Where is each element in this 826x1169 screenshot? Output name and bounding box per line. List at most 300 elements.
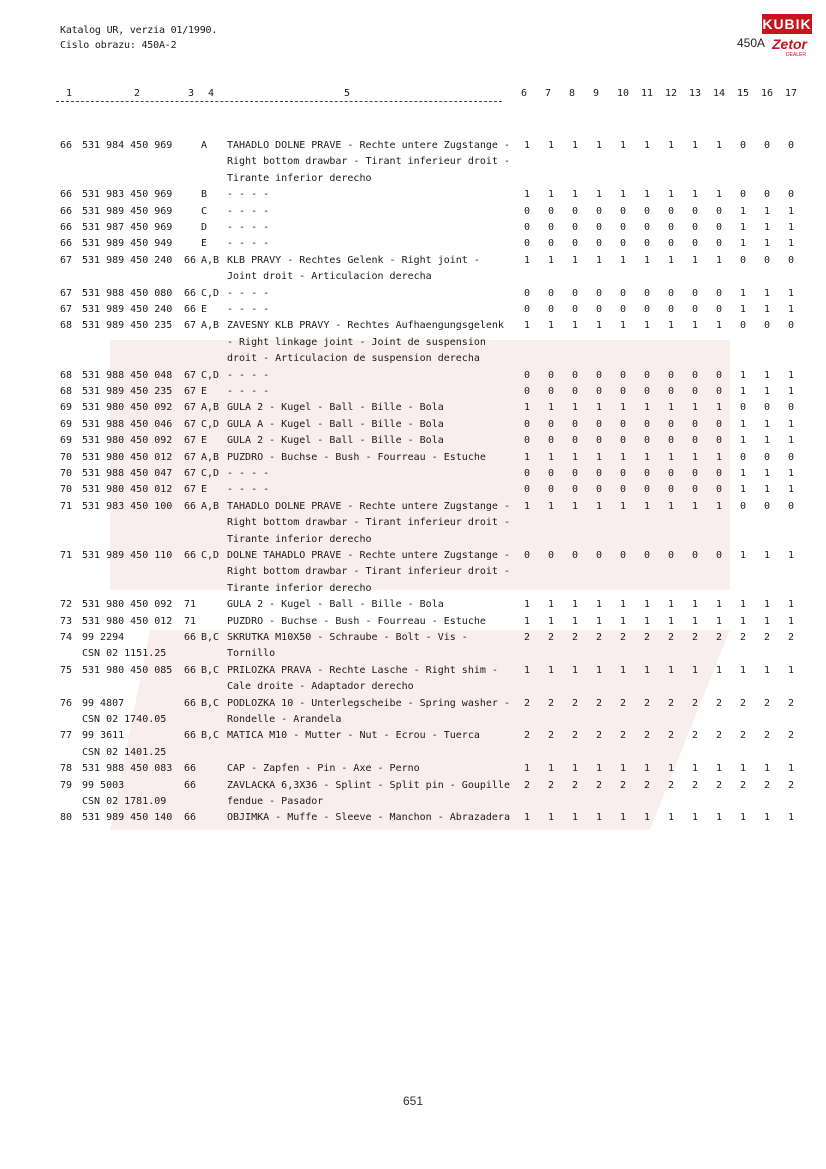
column-label: 5 [344, 88, 351, 99]
quantity-cells [512, 302, 804, 318]
quantity-cell: 2 [547, 779, 555, 791]
quantity-cell: 0 [763, 402, 771, 414]
logo-kubik: KUBIK [762, 16, 812, 32]
quantity-cells [512, 499, 804, 515]
quantity-cells [512, 236, 804, 252]
part-description: CAP - Zapfen - Pin - Axe - Perno [227, 763, 420, 775]
part-number: 99 4807 [82, 697, 125, 709]
part-description: MATICA M10 - Mutter - Nut - Ecrou - Tuerca [227, 730, 480, 742]
position-number: 73 [60, 615, 73, 627]
quantity-cell: 0 [643, 386, 651, 397]
quantity-cells [512, 466, 804, 482]
quantity-cell: 0 [523, 468, 531, 479]
reference-position: 66 [184, 287, 197, 299]
quantity-cell: 0 [739, 500, 747, 512]
variant: C,D [201, 550, 220, 561]
quantity-cell: 0 [595, 550, 603, 561]
quantity-cell: 1 [667, 140, 675, 151]
quantity-cell: 0 [739, 402, 747, 414]
quantity-cell: 2 [523, 779, 531, 791]
quantity-cell: 1 [619, 500, 627, 512]
quantity-cell: 0 [691, 468, 699, 479]
reference-position: 66 [184, 664, 197, 676]
quantity-cell: 1 [667, 812, 675, 824]
quantity-cell: 2 [763, 697, 771, 709]
position-number: 66 [60, 205, 73, 217]
quantity-cell: 0 [667, 222, 675, 233]
quantity-cell: 0 [787, 402, 795, 414]
quantity-cells [512, 368, 804, 384]
variant: B [201, 189, 208, 201]
quantity-cell: 1 [619, 189, 627, 201]
quantity-cell: 0 [547, 222, 555, 233]
quantity-cell: 1 [571, 140, 579, 151]
part-description: ZAVLACKA 6,3X36 - Splint - Split pin - Goupille fendue - Pasador [227, 779, 510, 807]
quantity-cell: 0 [547, 550, 555, 561]
column-label: 11 [641, 88, 654, 99]
quantity-cell: 1 [715, 763, 723, 775]
quantity-cell: 1 [619, 320, 627, 332]
quantity-cell: 1 [763, 238, 771, 250]
quantity-cell: 0 [595, 222, 603, 233]
quantity-cell: 1 [595, 320, 603, 332]
quantity-cell: 0 [523, 205, 531, 217]
quantity-cell: 2 [571, 730, 579, 742]
position-number: 78 [60, 763, 73, 775]
reference-position: 66 [184, 500, 197, 512]
quantity-cell: 0 [691, 222, 699, 233]
quantity-cell: 2 [787, 730, 795, 742]
quantity-cell: 0 [571, 287, 579, 299]
quantity-cells [512, 630, 804, 646]
reference-position: 66 [184, 730, 197, 742]
quantity-cell: 2 [715, 779, 723, 791]
part-description: GULA 2 - Kugel - Ball - Bille - Bola [227, 599, 444, 611]
variant: B,C [201, 697, 220, 709]
quantity-cell: 1 [571, 763, 579, 775]
position-number: 66 [60, 140, 73, 151]
quantity-cell: 1 [715, 615, 723, 627]
quantity-cell: 2 [643, 697, 651, 709]
quantity-cell: 0 [595, 386, 603, 397]
quantity-cell: 0 [763, 254, 771, 266]
quantity-cell: 1 [763, 386, 771, 397]
quantity-cell: 1 [787, 369, 795, 381]
quantity-cell: 1 [547, 615, 555, 627]
reference-position: 67 [184, 451, 197, 463]
reference-position: 66 [184, 550, 197, 561]
quantity-cell: 1 [571, 189, 579, 201]
quantity-cell: 1 [619, 140, 627, 151]
quantity-cell: 2 [715, 697, 723, 709]
column-label: 13 [689, 88, 702, 99]
quantity-cell: 1 [595, 451, 603, 463]
column-label: 14 [713, 88, 726, 99]
quantity-cell: 0 [643, 222, 651, 233]
quantity-cell: 2 [619, 730, 627, 742]
quantity-cell: 0 [619, 222, 627, 233]
quantity-cell: 1 [691, 599, 699, 611]
quantity-cell: 0 [643, 468, 651, 479]
quantity-cell: 1 [643, 254, 651, 266]
quantity-cell: 1 [739, 304, 747, 315]
column-label: 4 [208, 88, 215, 99]
quantity-cell: 2 [763, 730, 771, 742]
quantity-cell: 1 [619, 812, 627, 824]
quantity-cell: 1 [691, 763, 699, 775]
quantity-cell: 0 [667, 304, 675, 315]
quantity-cell: 0 [571, 468, 579, 479]
column-label: 2 [134, 88, 141, 99]
quantity-cell: 1 [739, 238, 747, 250]
reference-position: 67 [184, 320, 197, 332]
quantity-cell: 1 [619, 664, 627, 676]
position-number: 66 [60, 238, 73, 250]
quantity-cell: 1 [523, 402, 531, 414]
part-description: - - - - [227, 287, 270, 299]
quantity-cell: 1 [739, 287, 747, 299]
quantity-cell: 0 [619, 304, 627, 315]
standard-number: CSN 02 1401.25 [82, 746, 167, 758]
part-number: 531 988 450 083 [82, 763, 173, 775]
position-number: 67 [60, 254, 73, 266]
part-number: 531 980 450 012 [82, 451, 173, 463]
quantity-cell: 0 [619, 386, 627, 397]
reference-position: 67 [184, 418, 197, 430]
part-description: - - - - [227, 484, 270, 496]
quantity-cell: 1 [739, 615, 747, 627]
variant: C,D [201, 369, 220, 381]
quantity-cell: 0 [739, 189, 747, 201]
quantity-cell: 1 [547, 763, 555, 775]
part-number: 531 980 450 092 [82, 402, 173, 414]
position-number: 66 [60, 189, 73, 201]
quantity-cell: 1 [595, 500, 603, 512]
quantity-cell: 1 [643, 320, 651, 332]
position-number: 68 [60, 320, 73, 332]
quantity-cell: 1 [787, 550, 795, 561]
quantity-cell: 1 [739, 435, 747, 447]
variant: D [201, 222, 208, 233]
quantity-cell: 1 [787, 222, 795, 233]
quantity-cell: 0 [547, 468, 555, 479]
quantity-cell: 2 [667, 632, 675, 643]
variant: E [201, 238, 208, 250]
part-description: - - - - [227, 222, 270, 233]
logo-brand: Zetor [772, 36, 807, 52]
quantity-cell: 1 [691, 254, 699, 266]
quantity-cell: 1 [787, 435, 795, 447]
part-description: - - - - [227, 369, 270, 381]
quantity-cell: 0 [619, 435, 627, 447]
reference-position: 66 [184, 697, 197, 709]
reference-position: 67 [184, 435, 197, 447]
part-number: 531 980 450 092 [82, 599, 173, 611]
quantity-cell: 1 [763, 599, 771, 611]
variant: E [201, 435, 208, 447]
position-number: 70 [60, 451, 73, 463]
quantity-cell: 2 [739, 697, 747, 709]
part-description: - - - - [227, 238, 270, 250]
quantity-cell: 0 [547, 386, 555, 397]
quantity-cell: 1 [547, 140, 555, 151]
quantity-cells [512, 400, 804, 416]
column-label: 16 [761, 88, 774, 99]
quantity-cell: 1 [523, 254, 531, 266]
reference-position: 67 [184, 484, 197, 496]
quantity-cell: 1 [763, 205, 771, 217]
quantity-cell: 1 [787, 484, 795, 496]
part-number: 531 983 450 100 [82, 500, 173, 512]
quantity-cell: 0 [691, 386, 699, 397]
column-label: 17 [785, 88, 798, 99]
quantity-cell: 2 [787, 632, 795, 643]
quantity-cell: 1 [739, 468, 747, 479]
quantity-cell: 1 [547, 812, 555, 824]
quantity-cell: 1 [547, 254, 555, 266]
quantity-cell: 2 [787, 697, 795, 709]
quantity-cells [512, 696, 804, 712]
quantity-cell: 1 [787, 763, 795, 775]
quantity-cell: 1 [715, 320, 723, 332]
quantity-cell: 0 [787, 189, 795, 201]
position-number: 75 [60, 664, 73, 676]
quantity-cell: 0 [667, 468, 675, 479]
part-description: TAHADLO DOLNE PRAVE - Rechte untere Zugstange - Right bottom drawbar - Tirant inferieur droit - Tirante inferior derecho [227, 140, 510, 184]
quantity-cell: 0 [619, 550, 627, 561]
quantity-cell: 0 [571, 418, 579, 430]
quantity-cell: 0 [547, 287, 555, 299]
quantity-cell: 2 [763, 779, 771, 791]
quantity-cell: 1 [667, 500, 675, 512]
part-number: 531 988 450 046 [82, 418, 173, 430]
quantity-cell: 0 [787, 320, 795, 332]
quantity-cell: 0 [547, 238, 555, 250]
quantity-cell: 1 [763, 222, 771, 233]
quantity-cell: 1 [595, 763, 603, 775]
column-label: 15 [737, 88, 750, 99]
variant: A,B [201, 500, 220, 512]
quantity-cell: 1 [523, 599, 531, 611]
quantity-cell: 1 [763, 287, 771, 299]
quantity-cell: 1 [667, 664, 675, 676]
quantity-cell: 1 [643, 402, 651, 414]
quantity-cell: 1 [547, 402, 555, 414]
quantity-cell: 1 [595, 189, 603, 201]
page-code: 450A [737, 36, 766, 50]
position-number: 69 [60, 402, 73, 414]
quantity-cells [512, 286, 804, 302]
reference-position: 66 [184, 763, 197, 775]
quantity-cell: 0 [523, 484, 531, 496]
quantity-cells [512, 384, 804, 400]
quantity-cell: 1 [691, 402, 699, 414]
quantity-cell: 2 [571, 697, 579, 709]
quantity-cell: 1 [667, 599, 675, 611]
quantity-cell: 1 [547, 664, 555, 676]
quantity-cell: 0 [595, 205, 603, 217]
variant: E [201, 484, 208, 496]
quantity-cell: 0 [595, 238, 603, 250]
position-number: 69 [60, 418, 73, 430]
quantity-cell: 0 [643, 238, 651, 250]
quantity-cell: 0 [739, 320, 747, 332]
quantity-cell: 2 [571, 632, 579, 643]
quantity-cell: 0 [595, 287, 603, 299]
part-number: 531 980 450 085 [82, 664, 173, 676]
quantity-cell: 1 [619, 254, 627, 266]
part-number: 531 989 450 235 [82, 320, 173, 332]
quantity-cell: 0 [691, 287, 699, 299]
quantity-cell: 1 [667, 451, 675, 463]
variant: B,C [201, 632, 220, 643]
quantity-cell: 0 [691, 238, 699, 250]
quantity-cell: 1 [691, 320, 699, 332]
quantity-cell: 0 [691, 418, 699, 430]
part-number: 531 980 450 012 [82, 484, 173, 496]
quantity-cell: 2 [571, 779, 579, 791]
quantity-cell: 0 [571, 484, 579, 496]
quantity-cell: 0 [763, 451, 771, 463]
reference-position: 67 [184, 468, 197, 479]
quantity-cells [512, 318, 804, 334]
quantity-cell: 0 [523, 238, 531, 250]
quantity-cell: 0 [571, 435, 579, 447]
part-number: 531 980 450 012 [82, 615, 173, 627]
quantity-cell: 0 [643, 205, 651, 217]
quantity-cell: 1 [715, 189, 723, 201]
quantity-cell: 0 [619, 468, 627, 479]
quantity-cell: 0 [787, 500, 795, 512]
quantity-cell: 1 [787, 304, 795, 315]
variant: C,D [201, 468, 220, 479]
quantity-cells [512, 810, 804, 826]
quantity-cell: 2 [715, 730, 723, 742]
position-number: 68 [60, 386, 73, 397]
quantity-cell: 1 [547, 451, 555, 463]
quantity-cell: 2 [619, 632, 627, 643]
quantity-cell: 0 [595, 468, 603, 479]
position-number: 72 [60, 599, 73, 611]
quantity-cell: 1 [787, 238, 795, 250]
quantity-cell: 0 [595, 484, 603, 496]
quantity-cells [512, 482, 804, 498]
quantity-cells [512, 778, 804, 794]
quantity-cell: 0 [691, 435, 699, 447]
quantity-cell: 1 [643, 451, 651, 463]
position-number: 70 [60, 468, 73, 479]
quantity-cell: 1 [691, 812, 699, 824]
quantity-cell: 0 [715, 304, 723, 315]
quantity-cells [512, 433, 804, 449]
quantity-cell: 2 [547, 730, 555, 742]
quantity-cells [512, 614, 804, 630]
quantity-cell: 1 [643, 599, 651, 611]
quantity-cell: 0 [643, 304, 651, 315]
quantity-cell: 2 [619, 779, 627, 791]
quantity-cell: 2 [691, 632, 699, 643]
quantity-cell: 1 [523, 812, 531, 824]
variant: C,D [201, 418, 220, 430]
quantity-cell: 1 [715, 664, 723, 676]
quantity-cells [512, 138, 804, 154]
quantity-cell: 1 [691, 189, 699, 201]
quantity-cell: 1 [787, 468, 795, 479]
quantity-cell: 1 [787, 664, 795, 676]
reference-position: 66 [184, 779, 197, 791]
quantity-cell: 1 [739, 386, 747, 397]
quantity-cell: 0 [523, 287, 531, 299]
quantity-cell: 1 [571, 254, 579, 266]
quantity-cell: 1 [595, 615, 603, 627]
quantity-cell: 2 [547, 697, 555, 709]
quantity-cell: 0 [667, 550, 675, 561]
quantity-cell: 2 [739, 779, 747, 791]
quantity-cell: 2 [523, 730, 531, 742]
part-description: - - - - [227, 386, 270, 397]
quantity-cell: 1 [715, 500, 723, 512]
quantity-cell: 0 [667, 435, 675, 447]
quantity-cell: 0 [715, 222, 723, 233]
reference-position: 71 [184, 615, 197, 627]
quantity-cell: 1 [571, 812, 579, 824]
quantity-cell: 1 [523, 451, 531, 463]
quantity-cell: 2 [763, 632, 771, 643]
quantity-cell: 0 [643, 287, 651, 299]
variant: C [201, 205, 208, 217]
part-number: 531 989 450 949 [82, 238, 173, 250]
quantity-cell: 1 [547, 599, 555, 611]
quantity-cell: 1 [595, 254, 603, 266]
quantity-cell: 2 [715, 632, 723, 643]
standard-number: CSN 02 1151.25 [82, 648, 167, 660]
quantity-cell: 1 [787, 812, 795, 824]
quantity-cell: 0 [523, 435, 531, 447]
quantity-cell: 1 [787, 205, 795, 217]
quantity-cell: 1 [691, 615, 699, 627]
position-number: 70 [60, 484, 73, 496]
quantity-cell: 0 [715, 484, 723, 496]
position-number: 76 [60, 697, 73, 709]
quantity-cell: 1 [763, 304, 771, 315]
column-label: 8 [569, 88, 576, 99]
quantity-cell: 1 [595, 402, 603, 414]
quantity-cell: 1 [763, 763, 771, 775]
standard-number: CSN 02 1781.09 [82, 795, 167, 807]
quantity-cell: 0 [571, 550, 579, 561]
quantity-cell: 0 [643, 550, 651, 561]
quantity-cell: 0 [547, 304, 555, 315]
part-number: 531 989 450 240 [82, 254, 173, 266]
quantity-cells [512, 204, 804, 220]
quantity-cell: 1 [763, 468, 771, 479]
part-number: 99 5003 [82, 779, 125, 791]
quantity-cell: 1 [523, 189, 531, 201]
quantity-cells [512, 663, 804, 679]
variant: E [201, 304, 208, 315]
quantity-cell: 1 [547, 189, 555, 201]
column-label: 3 [188, 88, 195, 99]
quantity-cell: 1 [715, 599, 723, 611]
quantity-cell: 0 [763, 500, 771, 512]
quantity-cell: 1 [715, 812, 723, 824]
position-number: 67 [60, 287, 73, 299]
column-label: 1 [66, 88, 73, 99]
quantity-cell: 1 [787, 287, 795, 299]
position-number: 67 [60, 304, 73, 315]
quantity-cell: 1 [763, 550, 771, 561]
quantity-cell: 1 [643, 664, 651, 676]
